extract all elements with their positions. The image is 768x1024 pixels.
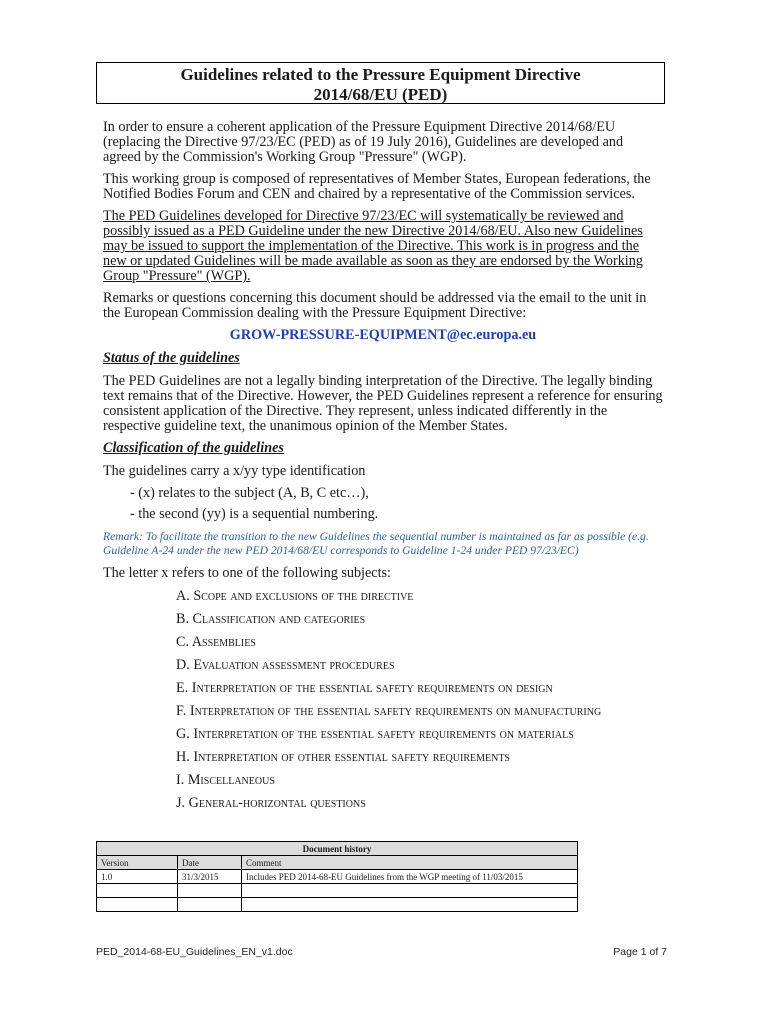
history-cell <box>242 884 578 898</box>
table-row <box>97 870 578 884</box>
history-caption: Document history <box>97 842 578 856</box>
subject-item: G. Interpretation of the essential safety requirements on materials <box>176 726 574 742</box>
subjects-list <box>103 589 663 811</box>
history-cell: Includes PED 2014-68-EU Guidelines from the WGP meeting of 11/03/2015 <box>242 870 578 884</box>
document-title-box <box>96 62 665 104</box>
history-cell <box>97 898 178 912</box>
subject-item: E. Interpretation of the essential safety requirements on design <box>176 680 553 696</box>
table-row <box>97 898 578 912</box>
document-title-line2: 2014/68/EU (PED) <box>313 85 448 104</box>
document-title-line1: Guidelines related to the Pressure Equipment Directive <box>180 65 581 84</box>
classification-item-x: - (x) relates to the subject (A, B, C etc…), <box>130 485 369 501</box>
intro-paragraph-2: This working group is composed of representatives of Member States, European federations, the Notified Bodies Forum and CEN and chaired by a representative of the Commission services. <box>103 171 651 202</box>
subject-item: B. Classification and categories <box>176 611 366 627</box>
history-col-version: Version <box>97 856 178 870</box>
history-cell <box>97 884 178 898</box>
subjects-intro: The letter x refers to one of the following subjects: <box>103 565 391 581</box>
document-history-table <box>96 841 578 912</box>
classification-item-yy: - the second (yy) is a sequential numbering. <box>130 506 379 522</box>
history-cell: 31/3/2015 <box>178 870 242 884</box>
subject-item: H. Interpretation of other essential safety requirements <box>176 749 510 765</box>
subject-item: A. Scope and exclusions of the directive <box>176 588 414 604</box>
intro-paragraph-1: In order to ensure a coherent application of the Pressure Equipment Directive 2014/68/EU (replacing the Directive 97/23/EC (PED) as of 19 July 2016), Guidelines are developed and agreed by the Commission's Working Group "Pressure" (WGP). <box>103 119 624 165</box>
subject-item: D. Evaluation assessment procedures <box>176 657 395 673</box>
subject-item: J. General-horizontal questions <box>176 795 366 811</box>
intro-paragraph-3: The PED Guidelines developed for Directive 97/23/EC will systematically be reviewed and possibly issued as a PED Guideline under the new Directive 2014/68/EU. Also new Guidelines may be issued to support the implementation of the Directive. This work is in progress and the new or updated Guidelines will be made available as soon as they are endorsed by the Working Group "Pressure" (WGP). <box>103 208 643 284</box>
history-cell <box>178 884 242 898</box>
history-cell: 1.0 <box>97 870 178 884</box>
history-col-comment: Comment <box>242 856 578 870</box>
history-cell <box>178 898 242 912</box>
subject-item: C. Assemblies <box>176 634 256 650</box>
transition-remark: Remark: To facilitate the transition to the new Guidelines the sequential number is maintained as far as possible (e.g. Guideline A-24 under the new PED 2014/68/EU corresponds to Guideline 1-24 under PED 97/23/EC) <box>103 530 649 557</box>
footer-page-number: Page 1 of 7 <box>613 946 667 958</box>
classification-heading: Classification of the guidelines <box>103 440 284 456</box>
subject-item: F. Interpretation of the essential safety requirements on manufacturing <box>176 703 602 719</box>
status-paragraph: The PED Guidelines are not a legally binding interpretation of the Directive. The legally binding text remains that of the Directive. However, the PED Guidelines represent a reference for ensuring consistent application of the Directive. They represent, unless indicated differently in the respective guideline text, the unanimous opinion of the Member States. <box>103 373 663 434</box>
history-col-date: Date <box>178 856 242 870</box>
footer-filename: PED_2014-68-EU_Guidelines_EN_v1.doc <box>96 946 293 958</box>
table-row <box>97 884 578 898</box>
subject-item: I. Miscellaneous <box>176 772 275 788</box>
classification-intro: The guidelines carry a x/yy type identification <box>103 463 366 479</box>
intro-paragraph-4: Remarks or questions concerning this document should be addressed via the email to the unit in the European Commission dealing with the Pressure Equipment Directive: <box>103 290 647 321</box>
status-heading: Status of the guidelines <box>103 350 240 366</box>
history-cell <box>242 898 578 912</box>
contact-email-link[interactable]: GROW-PRESSURE-EQUIPMENT@ec.europa.eu <box>229 327 537 343</box>
document-body <box>103 120 663 819</box>
